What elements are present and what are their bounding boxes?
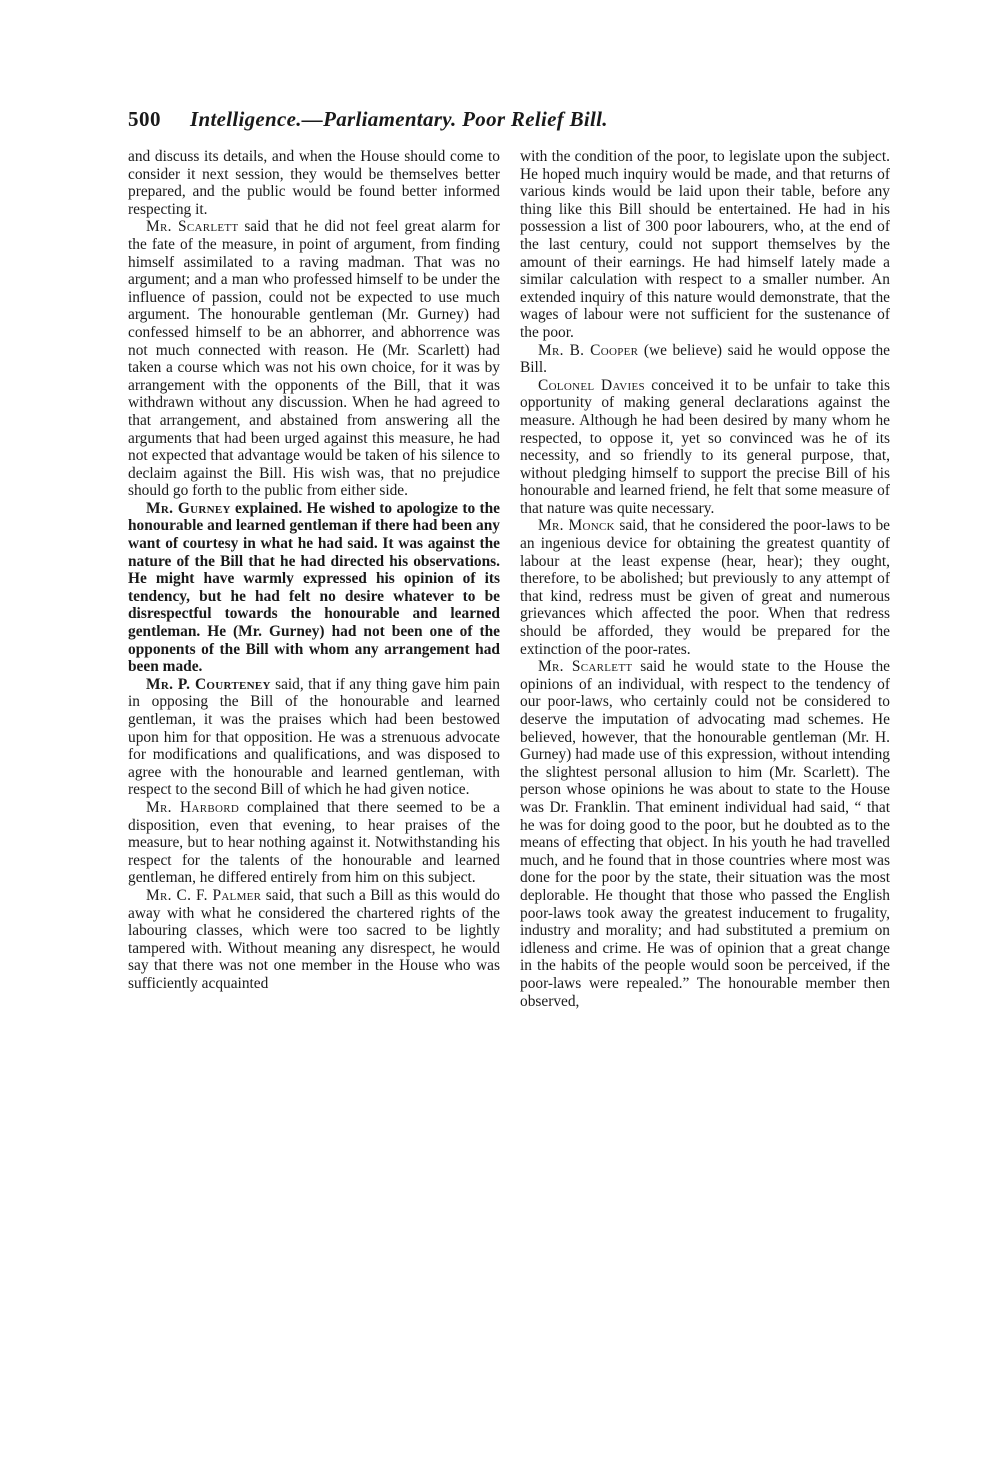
speaker-name: Mr. Scarlett — [538, 658, 633, 676]
right-column — [520, 148, 890, 1010]
speaker-name: Mr. P. Courteney — [146, 675, 271, 693]
speaker-name: Colonel Davies — [538, 376, 645, 394]
page-number: 500 — [128, 107, 161, 131]
speaker-name: Mr. Harbord — [146, 798, 240, 816]
paragraph: Mr. B. Cooper (we believe) said he would oppose the Bill. — [520, 341, 890, 377]
paragraph: Mr. C. F. Palmer said, that such a Bill as this would do away with what he considered the chartered rights of the labouring classes, which were too sacred to be lightly tampered with. Without meaning any disrespect, he would say that there was not one member in the House who was sufficiently acquainted — [128, 886, 500, 992]
speaker-name: Mr. Scarlett — [146, 218, 239, 236]
speaker-name: Mr. B. Cooper — [538, 341, 639, 359]
paragraph: and discuss its details, and when the House should come to consider it next session, they would be themselves better prepared, and the public would be found better informed respecting it. — [128, 148, 500, 218]
speaker-name: Mr. C. F. Palmer — [146, 886, 262, 904]
paragraph: Mr. Scarlett said that he did not feel great alarm for the fate of the measure, in point of argument, from finding himself assimilated to a raving madman. That was no argument; and a man who professed himself to be under the influence of passion, could not be expected to use much argument. The honourable gentleman (Mr. Gurney) had confessed himself to be an abhorrer, and abhorrence was not much connected with reason. He (Mr. Scarlett) had taken a course which was not his own choice, for it was by arrangement with the opponents of the Bill, that it was withdrawn without any discussion. When he had agreed to that arrangement, and abstained from answering all the arguments that had been urged against this measure, he had not expected that advantage would be taken of his silence to declaim against the Bill. His wish was, that no prejudice should go forth to the public from either side. — [128, 218, 500, 500]
speaker-name: Mr. Gurney — [146, 499, 231, 517]
page-header — [128, 104, 888, 134]
paragraph: Mr. P. Courteney said, that if any thing gave him pain in opposing the Bill of the honourable and learned gentleman, it was the praises which had been bestowed upon him for that opposition. He was a strenuous advocate for modifications and qualifications, and was disposed to agree with the honourable and learned gentleman, with respect to the second Bill of which he had given notice. — [128, 675, 501, 799]
paragraph: Colonel Davies conceived it to be unfair to take this opportunity of making general declarations against the measure. Although he had been desired by many whom he respected, to oppose it, yet so convinced was he of its necessity, and so friendly to its general purpose, that, without pledging himself to support the precise Bill of his honourable and learned friend, he felt that some measure of that nature was quite necessary. — [520, 376, 890, 517]
left-column — [128, 148, 500, 993]
running-title: Intelligence.—Parliamentary. Poor Relief Bill. — [190, 107, 608, 131]
paragraph: with the condition of the poor, to legislate upon the subject. He hoped much inquiry would be made, and that returns of various kinds would be laid upon their table, before any thing like this Bill should be entertained. He had in his possession a list of 300 poor labourers, who, at the end of the last century, could not support themselves by the amount of their earnings. He had himself lately made a similar calculation with respect to a smaller number. An extended inquiry of this nature would demonstrate, that the wages of labour were not sufficient for the sustenance of the poor. — [520, 148, 890, 341]
speaker-name: Mr. Monck — [538, 517, 615, 535]
paragraph: Mr. Gurney explained. He wished to apologize to the honourable and learned gentleman if there had been any want of courtesy in what he had said. It was against the nature of the Bill that he had directed his observations. He might have warmly expressed his opinion of its tendency, but he had felt no desire whatever to be disrespectful towards the honourable and learned gentleman. He (Mr. Gurney) had not been one of the opponents of the Bill with whom any arrangement had been made. — [128, 499, 500, 676]
paragraph: Mr. Scarlett said he would state to the House the opinions of an individual, with respect to the tendency of our poor-laws, who certainly could not be considered to deserve the imputation of advocating mad schemes. He believed, however, that the honourable gentleman (Mr. H. Gurney) had made use of this expression, without intending the slightest personal allusion to him (Mr. Scarlett). The person whose opinions he was about to state to the House was Dr. Franklin. That eminent individual had said, “ that he was for doing good to the poor, but he doubted as to the means of effecting that object. In his youth he had travelled much, and he found that in those countries where most was done for the poor by the state, their situation was the most deplorable. He thought that those who passed the English poor-laws took away the greatest inducement to frugality, industry and morality; and had substituted a premium on idleness and crime. He was of opinion that a great change in the habits of the people would soon be perceived, if the poor-laws were repealed.” The honourable member then observed, — [520, 658, 891, 1010]
paragraph: Mr. Monck said, that he considered the poor-laws to be an ingenious device for obtaining the greatest quantity of labour at the least expense (hear, hear); they ought, therefore, to be abolished; but previously to any attempt of that kind, redress must be given of great and numerous grievances which affected the poor. When that redress should be afforded, they would be prepared for the extinction of the poor-rates. — [520, 517, 890, 658]
paragraph: Mr. Harbord complained that there seemed to be a disposition, even that evening, to hear praises of the measure, but to hear nothing against it. Notwithstanding his respect for the talents of the honourable and learned gentleman, he differed entirely from him on this subject. — [128, 798, 500, 887]
